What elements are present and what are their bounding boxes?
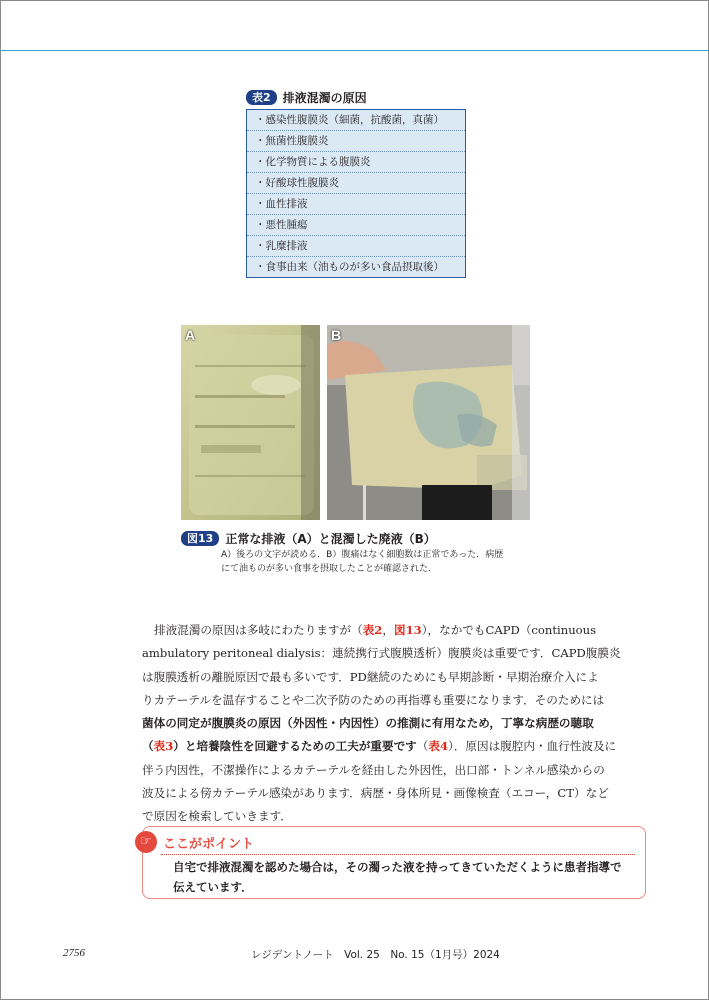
body-line bbox=[142, 619, 648, 642]
text-run: ）と培養陰性を回避するための工夫が重要です bbox=[173, 739, 417, 754]
page-number: 2756 bbox=[63, 947, 85, 959]
cause-table bbox=[246, 109, 466, 278]
body-line-emphasis: 菌体の同定が腹膜炎の原因（外因性・内因性）の推測に有用なため，丁寧な病歴の聴取 bbox=[142, 716, 594, 731]
body-line: 波及による傍カテーテル感染があります．病歴・身体所見・画像検査（エコー，CT）など bbox=[142, 786, 609, 801]
photo-b-illustration bbox=[327, 325, 530, 520]
point-text bbox=[173, 857, 633, 897]
photo-a-illustration bbox=[181, 325, 320, 520]
table-row: ・乳糜排液 bbox=[247, 236, 465, 257]
header-rule bbox=[0, 50, 709, 51]
text-run: （ bbox=[416, 739, 429, 754]
table-row: ・感染性腹膜炎（細菌，抗酸菌，真菌） bbox=[247, 110, 465, 131]
body-line: 伴う内因性，不潔操作によるカテーテルを経由した外因性，出口部・トンネル感染からの bbox=[142, 762, 605, 777]
body-paragraph bbox=[142, 619, 648, 829]
point-box bbox=[142, 826, 646, 899]
text-run: ， bbox=[382, 623, 394, 637]
table-ref[interactable]: 表4 bbox=[428, 739, 449, 754]
table-title: 排液混濁の原因 bbox=[282, 91, 367, 105]
photo-cloudy-drainage bbox=[327, 325, 530, 520]
table-row: ・悪性腫瘍 bbox=[247, 215, 465, 236]
figure-desc-line: A）後ろの文字が読める．B）腹痛はなく細胞数は正常であった．病歴 bbox=[221, 550, 504, 560]
point-divider bbox=[161, 854, 635, 855]
text-run: 排液混濁の原因は多岐にわたりますが（ bbox=[154, 623, 363, 637]
figure-title: 正常な排液（A）と混濁した廃液（B） bbox=[225, 532, 436, 546]
body-line: りカテーテルを温存することや二次予防のための再指導も重要になります．そのためには bbox=[142, 692, 605, 707]
figure-label-badge: 図13 bbox=[181, 531, 219, 546]
pointing-hand-icon: ☞ bbox=[135, 831, 157, 853]
photo-a-letter: A bbox=[185, 327, 196, 343]
point-title: ここがポイント bbox=[163, 837, 255, 852]
point-text-line: 自宅で排液混濁を認めた場合は，その濁った液を持ってきていただくように患者指導で bbox=[173, 860, 622, 874]
text-run: ），なかでもCAPD（continuous bbox=[421, 623, 597, 637]
table-row: ・好酸球性腹膜炎 bbox=[247, 173, 465, 194]
photo-b-letter: B bbox=[331, 327, 342, 343]
table-ref[interactable]: 表2 bbox=[362, 623, 383, 637]
photo-normal-drainage bbox=[181, 325, 320, 520]
body-line: ambulatory peritoneal dialysis：連続携行式腹膜透析）腹膜炎は重要です．CAPD腹膜炎 bbox=[142, 646, 621, 661]
figure-ref[interactable]: 図13 bbox=[393, 623, 422, 637]
table-row: ・食事由来（油ものが多い食品摂取後） bbox=[255, 261, 444, 273]
figure-description bbox=[221, 548, 541, 576]
table-row: ・化学物質による腹膜炎 bbox=[247, 152, 465, 173]
body-line: は腹膜透析の離脱原因で最も多いです．PD継続のためにも早期診断・早期治療介入によ bbox=[142, 669, 599, 684]
table-row: ・無菌性腹膜炎 bbox=[247, 131, 465, 152]
table-label-badge: 表2 bbox=[246, 90, 277, 105]
journal-info: レジデントノート Vol. 25 No. 15（1月号）2024 bbox=[251, 949, 500, 961]
point-text-line: 伝えています． bbox=[173, 880, 253, 894]
table-row: ・血性排液 bbox=[247, 194, 465, 215]
table-ref[interactable]: 表3 bbox=[153, 739, 174, 754]
text-run: ）．原因は腹腔内・血行性波及に bbox=[448, 739, 617, 754]
body-line bbox=[142, 735, 648, 758]
text-run: （ bbox=[142, 739, 154, 754]
body-line: で原因を検索していきます． bbox=[142, 809, 292, 824]
figure-caption bbox=[181, 530, 541, 576]
table-caption bbox=[246, 89, 367, 106]
figure-desc-line: にて油ものが多い食事を摂取したことが確認された． bbox=[221, 564, 438, 574]
